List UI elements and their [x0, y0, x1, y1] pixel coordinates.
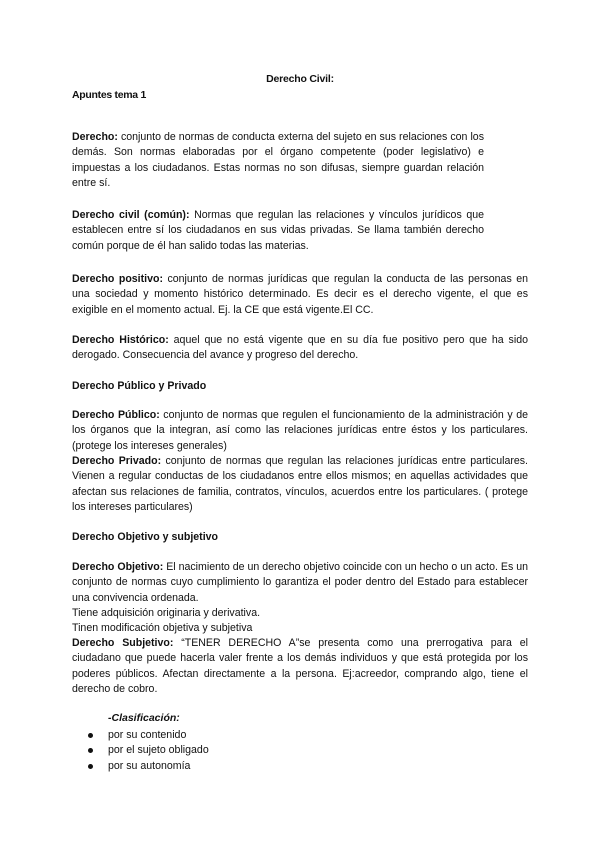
line-modificacion: Tinen modificación objetiva y subjetiva [72, 622, 253, 634]
bullet-icon [88, 733, 93, 738]
heading-publico-privado: Derecho Público y Privado [72, 380, 207, 392]
definition-derecho-publico: conjunto de normas que regulen el funcionamiento de la administración y de los órganos que la integran, así como las relaciones jurídicas entre éstos y los particulares. (protege los intereses generales) [72, 409, 529, 452]
definition-derecho-historico: aquel que no está vigente que en su día fue positivo pero que ha sido derogado. Consecuencia del avance y progreso del derecho. [72, 334, 528, 362]
term-derecho-positivo: Derecho positivo: [72, 273, 163, 285]
document-title: Derecho Civil: [266, 73, 334, 85]
definition-derecho-civil: Normas que regulan las relaciones y vínculos jurídicos que establecen entre sí los ciudadanos en sus vidas privadas. Se llama también derecho común porque de él han salido todas las materias. [72, 209, 485, 252]
bullet-icon [88, 764, 93, 769]
clasificacion-list [88, 728, 209, 774]
paragraph-derecho-historico [72, 333, 528, 364]
list-item-text: por su contenido [108, 729, 187, 741]
document-subtitle: Apuntes tema 1 [72, 89, 146, 101]
bullet-icon [88, 748, 93, 753]
list-item [88, 759, 209, 774]
term-derecho-publico: Derecho Público: [72, 409, 160, 421]
clasificacion-label: -Clasificación: [108, 712, 180, 724]
paragraph-derecho-civil [72, 208, 484, 254]
line-adquisicion: Tiene adquisición originaria y derivativa. [72, 607, 261, 619]
term-derecho-privado: Derecho Privado: [72, 455, 162, 467]
term-derecho-civil: Derecho civil (común): [72, 209, 190, 221]
definition-derecho-subjetivo: “TENER DERECHO A”se presenta como una prerrogativa para el ciudadano que puede hacerla valer frente a los demás individuos y que está protegida por los poderes públicos. Afectan directamente a la persona. Ej:acreedor, comprando algo, tiene el derecho de cobro. [72, 637, 528, 696]
term-derecho: Derecho: [72, 131, 118, 143]
heading-objetivo-subjetivo: Derecho Objetivo y subjetivo [72, 531, 218, 543]
paragraph-derecho-positivo [72, 272, 528, 318]
definition-derecho-objetivo: El nacimiento de un derecho objetivo coincide con un hecho o un acto. Es un conjunto de normas cuyo cumplimiento lo garantiza el poder dentro del Estado para establecer una convivencia ordenada. [72, 561, 528, 604]
paragraph-derecho-publico [72, 408, 528, 454]
paragraph-derecho-subjetivo [72, 636, 528, 698]
definition-derecho-positivo: conjunto de normas jurídicas que regulan la conducta de las personas en una sociedad y momento histórico determinado. Es decir es el derecho vigente, el que es exigible en el momento actual. Ej. la CE que está vigente.El CC. [72, 273, 528, 316]
term-derecho-objetivo: Derecho Objetivo: [72, 561, 164, 573]
list-item-text: por su autonomía [108, 759, 191, 772]
term-derecho-historico: Derecho Histórico: [72, 334, 169, 346]
paragraph-derecho-privado [72, 454, 528, 516]
term-derecho-subjetivo: Derecho Subjetivo: [72, 637, 174, 649]
definition-derecho-privado: conjunto de normas que regulan las relaciones jurídicas entre particulares. Vienen a regular conductas de los ciudadanos entre ellos mismos; en aquellas actividades que afectan sus relaciones de familia, contratos, vínculos, acuerdos entre los particulares. ( protege los intereses particulares) [72, 455, 528, 514]
list-item-text: por el sujeto obligado [108, 744, 209, 757]
paragraph-derecho-objetivo [72, 560, 528, 606]
paragraph-derecho [72, 130, 484, 192]
definition-derecho: conjunto de normas de conducta externa del sujeto en sus relaciones con los demás. Son normas elaboradas por el órgano competente (poder legislativo) e impuestas a los ciudadanos. Estas normas no son difusas, siempre guardan relación entre sí. [72, 131, 484, 190]
list-item [88, 743, 209, 758]
list-item [88, 728, 209, 743]
